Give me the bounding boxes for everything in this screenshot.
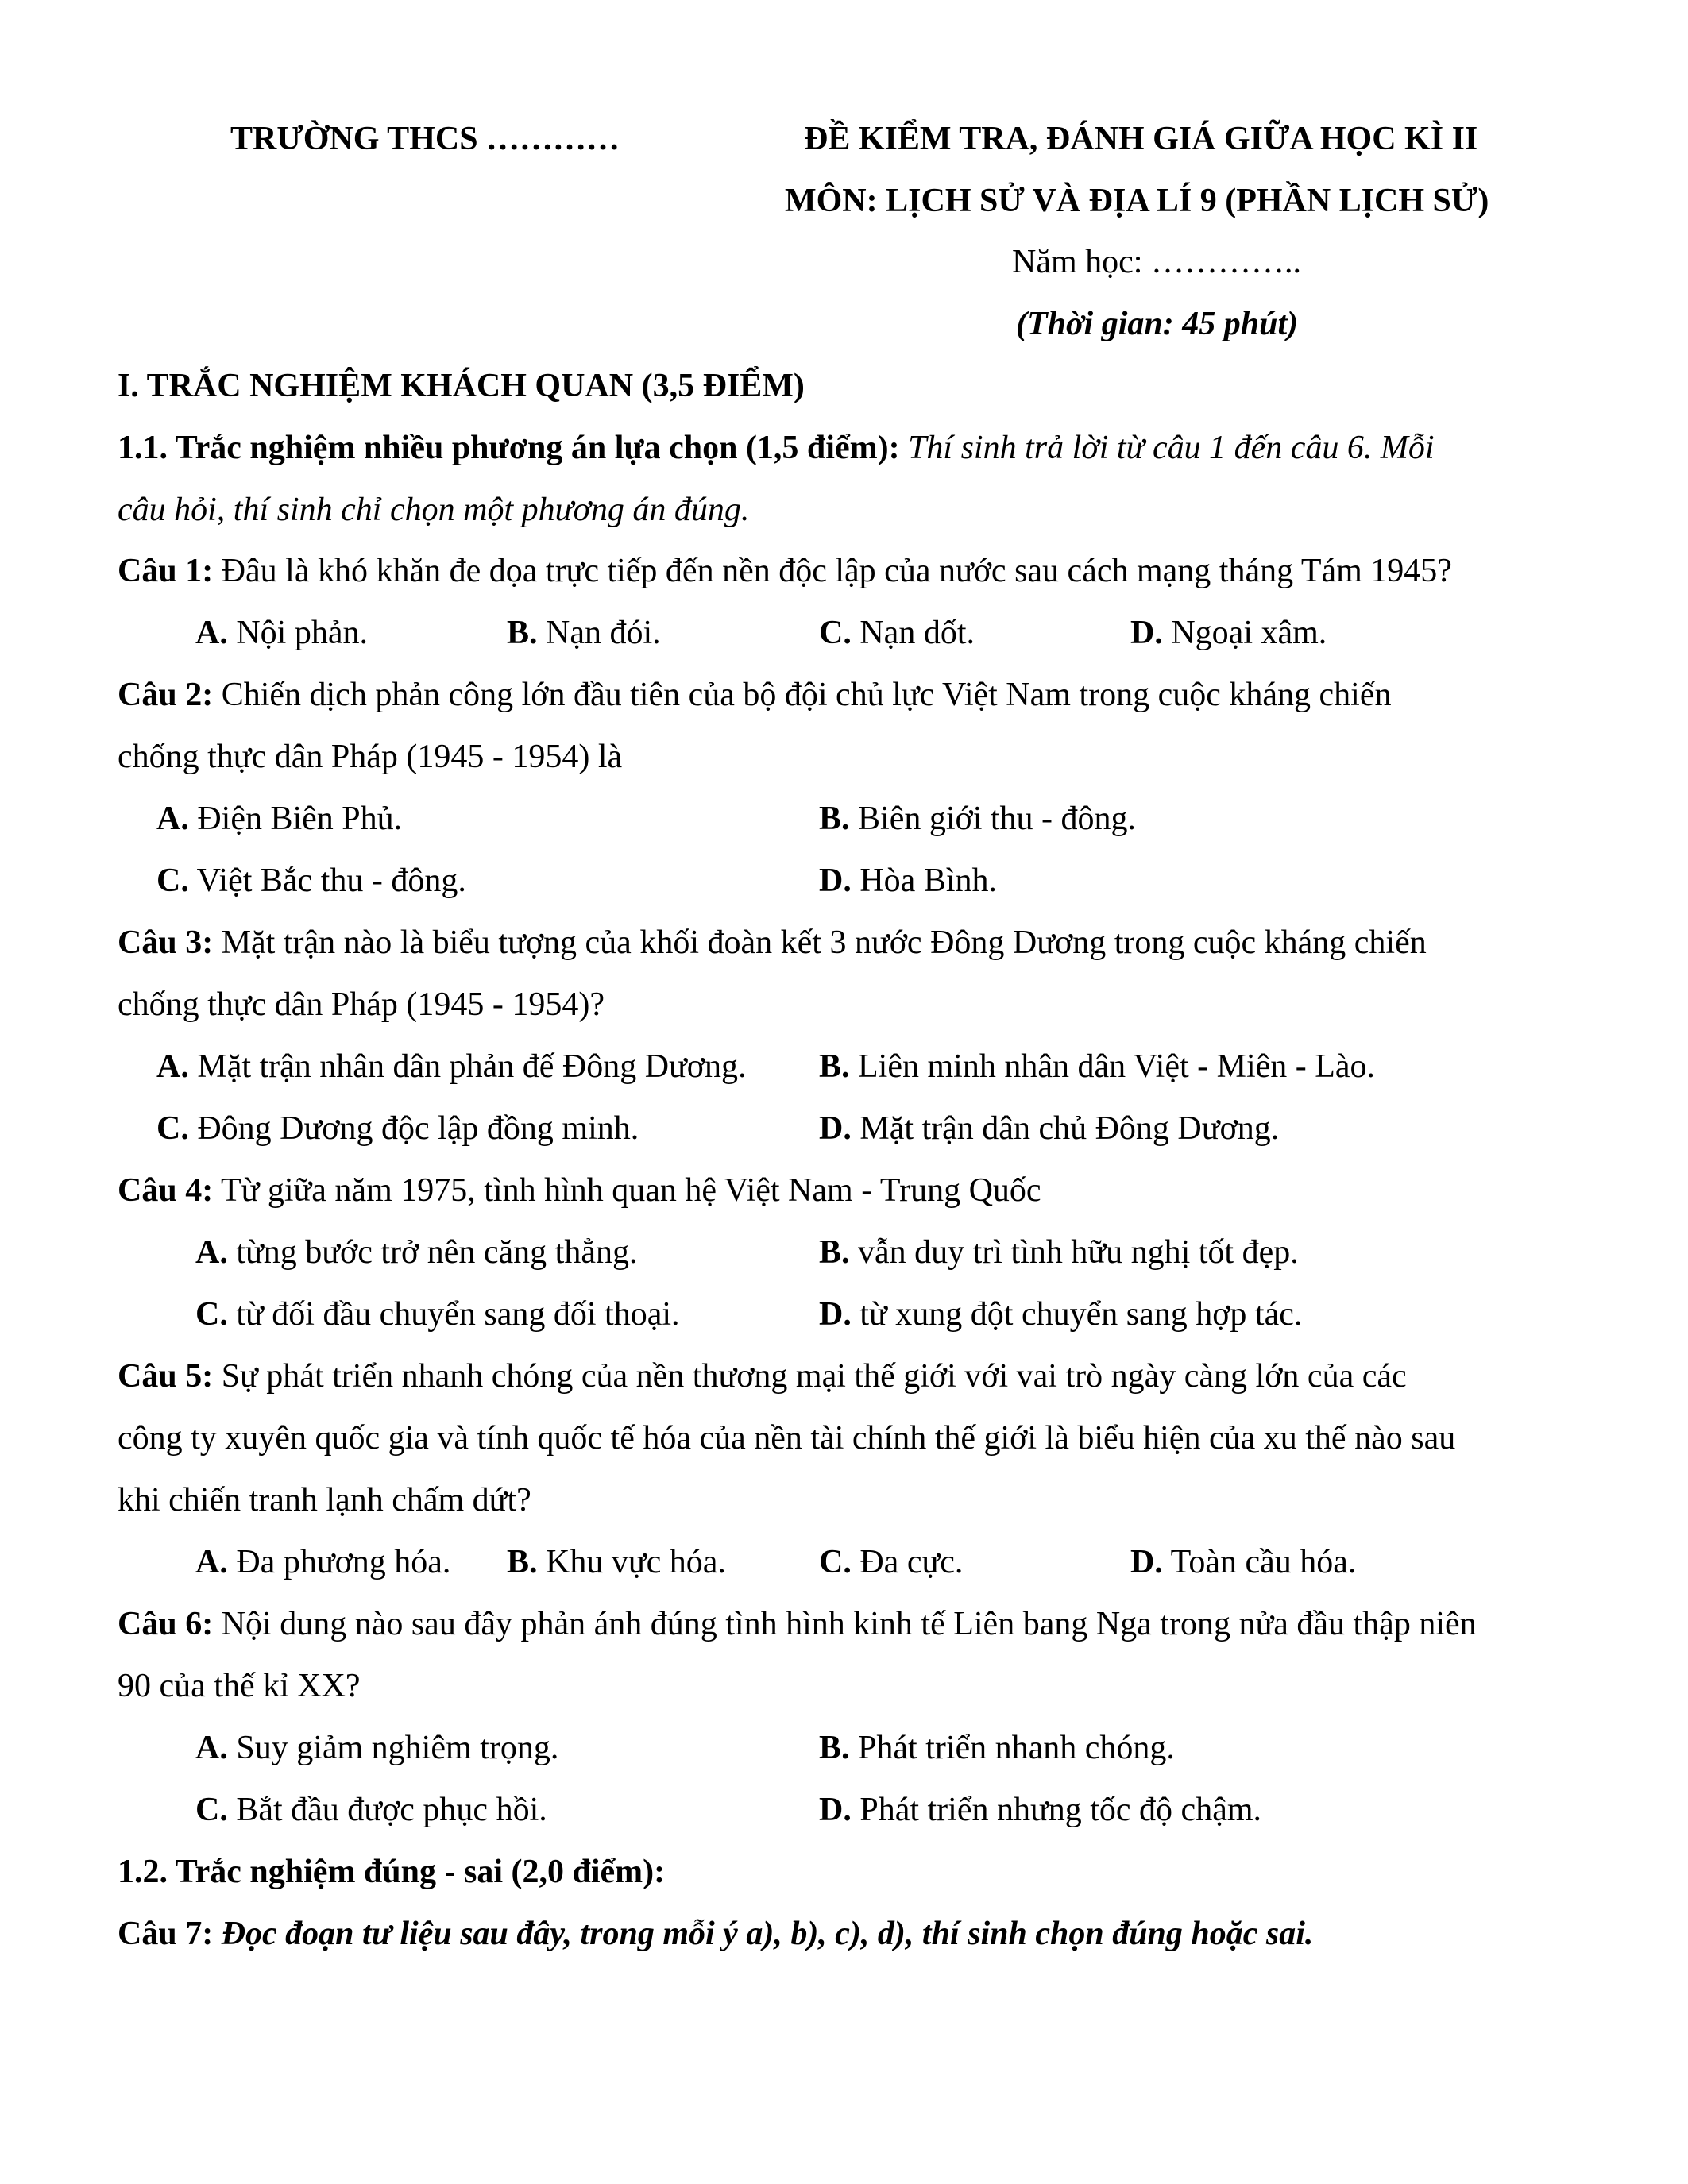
question-5-cont-2: khi chiến tranh lạnh chấm dứt? bbox=[118, 1482, 531, 1518]
question-label: Câu 1: bbox=[118, 553, 214, 589]
exam-title: ĐỀ KIỂM TRA, ĐÁNH GIÁ GIỮA HỌC KÌ II bbox=[804, 121, 1478, 157]
option-3a: A. Mặt trận nhân dân phản đế Đông Dương. bbox=[156, 1048, 747, 1085]
question-5 bbox=[118, 1360, 1407, 1393]
part-1-2-heading: 1.2. Trắc nghiệm đúng - sai (2,0 điểm): bbox=[118, 1854, 666, 1890]
question-4 bbox=[118, 1174, 1041, 1207]
part-1-1-heading bbox=[118, 431, 1435, 465]
option-3d: D. Mặt trận dân chủ Đông Dương. bbox=[819, 1110, 1280, 1147]
school-name: TRƯỜNG THCS ………… bbox=[230, 121, 620, 157]
part-1-1-instruction: Thí sinh trả lời từ câu 1 đến câu 6. Mỗi bbox=[908, 430, 1435, 466]
option-4a: A. từng bước trở nên căng thẳng. bbox=[195, 1234, 638, 1271]
option-2d: D. Hòa Bình. bbox=[819, 862, 997, 899]
option-6d: D. Phát triển nhưng tốc độ chậm. bbox=[819, 1792, 1262, 1828]
question-2-cont: chống thực dân Pháp (1945 - 1954) là bbox=[118, 739, 623, 775]
part-1-1-instruction-cont: câu hỏi, thí sinh chỉ chọn một phương án đúng. bbox=[118, 492, 750, 528]
section-heading: I. TRẮC NGHIỆM KHÁCH QUAN (3,5 ĐIỂM) bbox=[118, 368, 805, 404]
option-2a: A. Điện Biên Phủ. bbox=[156, 801, 403, 837]
option-5d: D. Toàn cầu hóa. bbox=[1130, 1544, 1357, 1580]
question-label: Câu 3: bbox=[118, 924, 214, 961]
question-text: Chiến dịch phản công lớn đầu tiên của bộ đội chủ lực Việt Nam trong cuộc kháng chiến bbox=[221, 677, 1392, 713]
question-7 bbox=[118, 1917, 1313, 1951]
question-label: Câu 5: bbox=[118, 1358, 214, 1395]
option-4c: C. từ đối đầu chuyển sang đối thoại. bbox=[195, 1296, 680, 1333]
question-text: Nội dung nào sau đây phản ánh đúng tình hình kinh tế Liên bang Nga trong nửa đầu thập niên bbox=[221, 1606, 1477, 1642]
option-1b: B. Nạn đói. bbox=[507, 615, 661, 651]
option-1c: C. Nạn dốt. bbox=[819, 615, 975, 651]
part-1-1-label: 1.1. Trắc nghiệm nhiều phương án lựa chọn (1,5 điểm): bbox=[118, 430, 900, 466]
option-4b: B. vẫn duy trì tình hữu nghị tốt đẹp. bbox=[819, 1234, 1299, 1271]
option-2c: C. Việt Bắc thu - đông. bbox=[156, 862, 466, 899]
question-3-cont: chống thực dân Pháp (1945 - 1954)? bbox=[118, 986, 605, 1023]
question-5-cont-1: công ty xuyên quốc gia và tính quốc tế hóa của nền tài chính thế giới là biểu hiện của xu thế nào sau bbox=[118, 1420, 1456, 1457]
question-text: Đọc đoạn tư liệu sau đây, trong mỗi ý a), b), c), d), thí sinh chọn đúng hoặc sai. bbox=[221, 1916, 1314, 1952]
option-6a: A. Suy giảm nghiêm trọng. bbox=[195, 1730, 559, 1766]
question-3 bbox=[118, 926, 1427, 959]
question-text: Từ giữa năm 1975, tình hình quan hệ Việt Nam - Trung Quốc bbox=[220, 1172, 1041, 1209]
question-text: Mặt trận nào là biểu tượng của khối đoàn kết 3 nước Đông Dương trong cuộc kháng chiến bbox=[221, 924, 1427, 961]
question-1 bbox=[118, 554, 1452, 588]
question-label: Câu 7: bbox=[118, 1916, 214, 1952]
option-3b: B. Liên minh nhân dân Việt - Miên - Lào. bbox=[819, 1048, 1376, 1085]
option-6c: C. Bắt đầu được phục hồi. bbox=[195, 1792, 547, 1828]
exam-time: (Thời gian: 45 phút) bbox=[1016, 306, 1299, 342]
question-label: Câu 4: bbox=[118, 1172, 214, 1209]
school-year: Năm học: ………….. bbox=[1012, 244, 1301, 280]
option-1d: D. Ngoại xâm. bbox=[1130, 615, 1327, 651]
option-6b: B. Phát triển nhanh chóng. bbox=[819, 1730, 1175, 1766]
question-2 bbox=[118, 678, 1391, 712]
question-label: Câu 6: bbox=[118, 1606, 214, 1642]
question-text: Sự phát triển nhanh chóng của nền thương mại thế giới với vai trò ngày càng lớn của các bbox=[221, 1358, 1407, 1395]
exam-subject: MÔN: LỊCH SỬ VÀ ĐỊA LÍ 9 (PHẦN LỊCH SỬ) bbox=[785, 183, 1489, 219]
question-text: Đâu là khó khăn đe dọa trực tiếp đến nền độc lập của nước sau cách mạng tháng Tám 1945? bbox=[221, 553, 1452, 589]
option-5b: B. Khu vực hóa. bbox=[507, 1544, 726, 1580]
option-3c: C. Đông Dương độc lập đồng minh. bbox=[156, 1110, 639, 1147]
option-5a: A. Đa phương hóa. bbox=[195, 1544, 451, 1580]
question-label: Câu 2: bbox=[118, 677, 214, 713]
option-4d: D. từ xung đột chuyển sang hợp tác. bbox=[819, 1296, 1303, 1333]
question-6-cont: 90 của thế kỉ XX? bbox=[118, 1668, 361, 1704]
option-2b: B. Biên giới thu - đông. bbox=[819, 801, 1137, 837]
option-5c: C. Đa cực. bbox=[819, 1544, 964, 1580]
question-6 bbox=[118, 1607, 1477, 1641]
option-1a: A. Nội phản. bbox=[195, 615, 368, 651]
